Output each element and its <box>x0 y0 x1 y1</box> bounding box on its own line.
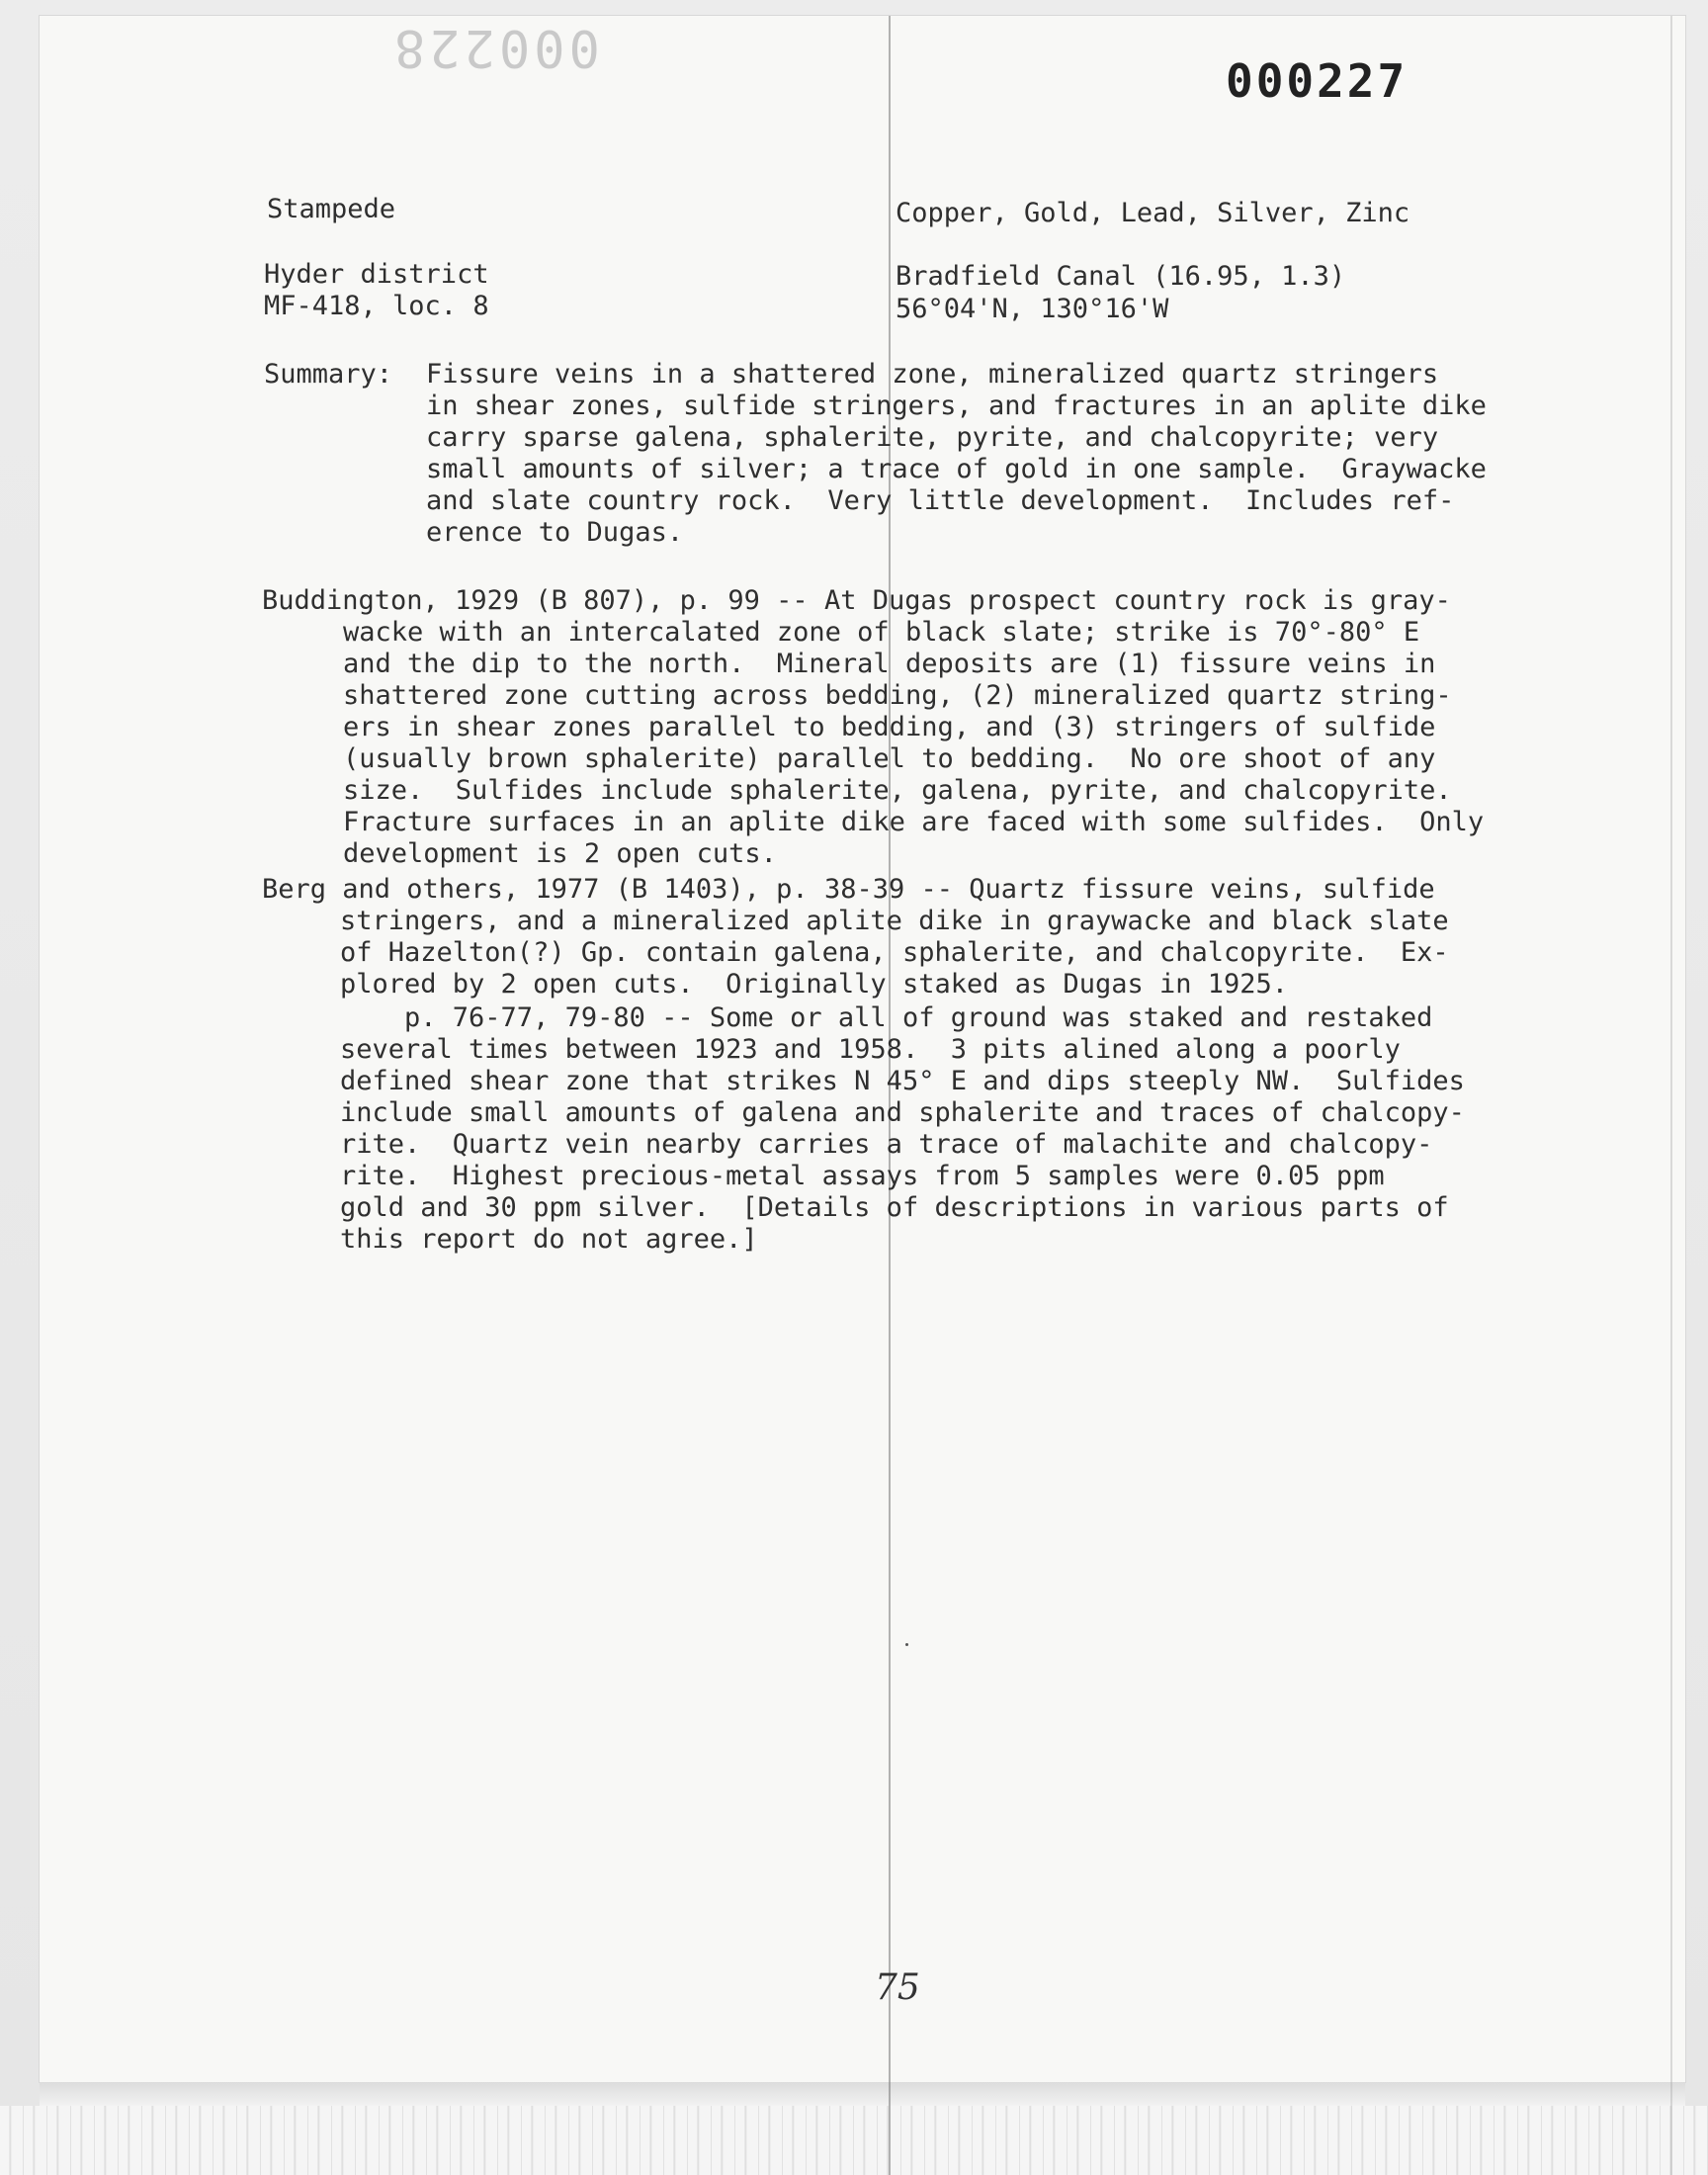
scanner-artifact-line-right <box>1670 16 1672 2175</box>
reference-line: include small amounts of galena and sphalerite and traces of chalcopy- <box>340 1097 1465 1128</box>
summary-line: carry sparse galena, sphalerite, pyrite, and chalcopyrite; very <box>426 422 1439 453</box>
coordinates: 56°04'N, 130°16'W <box>896 294 1169 324</box>
reference-line: rite. Quartz vein nearby carries a trace of malachite and chalcopy- <box>340 1129 1433 1160</box>
document-number-stamp: 000227 <box>1226 54 1409 108</box>
reference-line: gold and 30 ppm silver. [Details of descriptions in various parts of <box>340 1192 1449 1223</box>
reference-line: this report do not agree.] <box>340 1224 758 1255</box>
summary-line: small amounts of silver; a trace of gold in one sample. Graywacke <box>426 454 1487 484</box>
reference-line: plored by 2 open cuts. Originally staked as Dugas in 1925. <box>340 969 1289 1000</box>
reference-line: and the dip to the north. Mineral deposits are (1) fissure veins in <box>343 649 1436 679</box>
reference-line: several times between 1923 and 1958. 3 pits alined along a poorly <box>340 1034 1401 1065</box>
reference-line: p. 76-77, 79-80 -- Some or all of ground was staked and restaked <box>340 1002 1433 1033</box>
reference-line: of Hazelton(?) Gp. contain galena, sphalerite, and chalcopyrite. Ex- <box>340 937 1449 968</box>
reference-line: wacke with an intercalated zone of black slate; strike is 70°-80° E <box>343 617 1420 648</box>
summary-line: in shear zones, sulfide stringers, and fractures in an aplite dike <box>426 391 1487 421</box>
summary-line: and slate country rock. Very little development. Includes ref- <box>426 485 1455 516</box>
reference-first-line: Berg and others, 1977 (B 1403), p. 38-39 -- Quartz fissure veins, sulfide <box>262 874 1435 905</box>
reference-line: stringers, and a mineralized aplite dike in graywacke and black slate <box>340 906 1449 936</box>
reference-line: defined shear zone that strikes N 45° E and dips steeply NW. Sulfides <box>340 1066 1465 1096</box>
reference-line: shattered zone cutting across bedding, (2) mineralized quartz string- <box>343 680 1452 711</box>
reference-line: Fracture surfaces in an aplite dike are faced with some sulfides. Only <box>343 807 1485 837</box>
quadrangle: Bradfield Canal (16.95, 1.3) <box>896 261 1346 292</box>
reference-line: ers in shear zones parallel to bedding, and (3) stringers of sulfide <box>343 712 1436 742</box>
map-location: MF-418, loc. 8 <box>264 291 489 321</box>
scanner-artifact-stripes <box>0 2106 1708 2175</box>
reference-line: rite. Highest precious-metal assays from 5 samples were 0.05 ppm <box>340 1161 1385 1191</box>
commodities: Copper, Gold, Lead, Silver, Zinc <box>896 198 1410 228</box>
summary-label: Summary: <box>264 359 393 390</box>
reference-first-line: Buddington, 1929 (B 807), p. 99 -- At Dugas prospect country rock is gray- <box>262 585 1451 616</box>
summary-line: Fissure veins in a shattered zone, mineralized quartz stringers <box>426 359 1439 390</box>
summary-line: erence to Dugas. <box>426 517 684 548</box>
speck <box>905 1643 908 1646</box>
page-bottom-edge <box>40 2082 1685 2106</box>
reference-line: development is 2 open cuts. <box>343 838 777 869</box>
reference-line: size. Sulfides include sphalerite, galena, pyrite, and chalcopyrite. <box>343 775 1452 806</box>
faint-bleedthrough-stamp: 000228 <box>390 18 600 77</box>
deposit-name: Stampede <box>267 194 396 224</box>
reference-line: (usually brown sphalerite) parallel to bedding. No ore shoot of any <box>343 743 1436 774</box>
district: Hyder district <box>264 259 489 290</box>
handwritten-page-number: 75 <box>875 1967 920 2008</box>
